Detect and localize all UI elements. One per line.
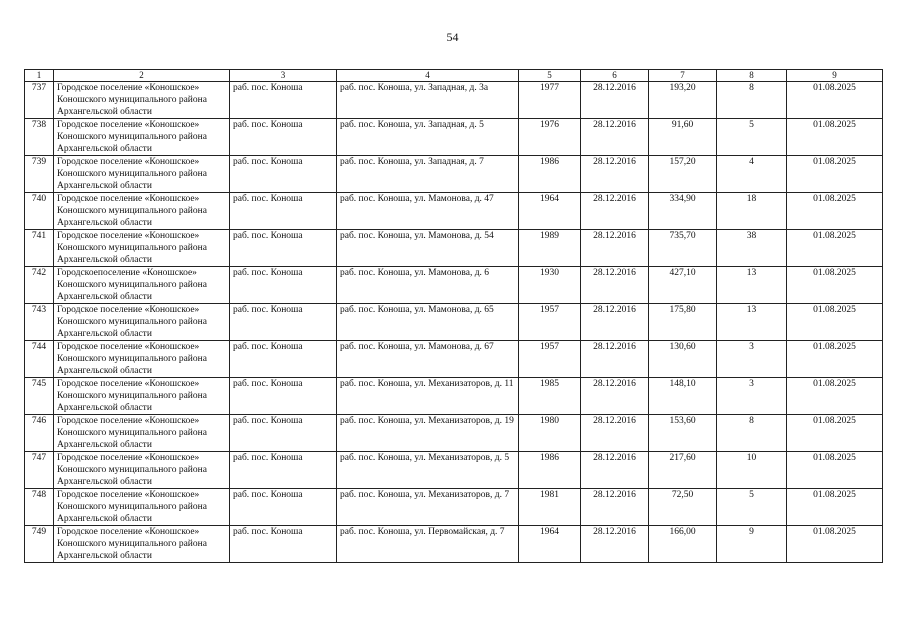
area-cell: 217,60 — [649, 452, 717, 489]
year-built-cell: 1976 — [519, 119, 581, 156]
settlement-cell: раб. пос. Коноша — [230, 119, 337, 156]
table-row — [25, 378, 883, 415]
row-number-cell: 742 — [25, 267, 54, 304]
area-cell: 72,50 — [649, 489, 717, 526]
emergency-date-cell: 28.12.2016 — [581, 230, 649, 267]
emergency-date-cell: 28.12.2016 — [581, 119, 649, 156]
area-cell: 193,20 — [649, 82, 717, 119]
address-cell: раб. пос. Коноша, ул. Первомайская, д. 7 — [337, 526, 519, 563]
municipality-cell: Городское поселение «Коношское» Коношского муниципального района Архангельской области — [54, 304, 230, 341]
year-built-cell: 1985 — [519, 378, 581, 415]
table-row — [25, 304, 883, 341]
area-cell: 334,90 — [649, 193, 717, 230]
settlement-cell: раб. пос. Коноша — [230, 489, 337, 526]
year-built-cell: 1981 — [519, 489, 581, 526]
resettlement-deadline-cell: 01.08.2025 — [787, 156, 883, 193]
column-header: 4 — [337, 70, 519, 82]
settlement-cell: раб. пос. Коноша — [230, 82, 337, 119]
row-number-cell: 739 — [25, 156, 54, 193]
table-row — [25, 193, 883, 230]
table-row — [25, 82, 883, 119]
municipality-cell: Городское поселение «Коношское» Коношского муниципального района Архангельской области — [54, 119, 230, 156]
emergency-date-cell: 28.12.2016 — [581, 304, 649, 341]
emergency-date-cell: 28.12.2016 — [581, 193, 649, 230]
address-cell: раб. пос. Коноша, ул. Механизаторов, д. 11 — [337, 378, 519, 415]
address-cell: раб. пос. Коноша, ул. Механизаторов, д. 19 — [337, 415, 519, 452]
residents-count-cell: 18 — [717, 193, 787, 230]
residents-count-cell: 3 — [717, 378, 787, 415]
resettlement-deadline-cell: 01.08.2025 — [787, 193, 883, 230]
emergency-date-cell: 28.12.2016 — [581, 452, 649, 489]
table-row — [25, 267, 883, 304]
row-number-cell: 741 — [25, 230, 54, 267]
column-header: 7 — [649, 70, 717, 82]
emergency-date-cell: 28.12.2016 — [581, 415, 649, 452]
year-built-cell: 1957 — [519, 304, 581, 341]
table-row — [25, 526, 883, 563]
municipality-cell: Городское поселение «Коношское» Коношского муниципального района Архангельской области — [54, 378, 230, 415]
address-cell: раб. пос. Коноша, ул. Механизаторов, д. 7 — [337, 489, 519, 526]
address-cell: раб. пос. Коноша, ул. Западная, д. 5 — [337, 119, 519, 156]
residents-count-cell: 38 — [717, 230, 787, 267]
settlement-cell: раб. пос. Коноша — [230, 526, 337, 563]
settlement-cell: раб. пос. Коноша — [230, 341, 337, 378]
area-cell: 148,10 — [649, 378, 717, 415]
emergency-date-cell: 28.12.2016 — [581, 82, 649, 119]
settlement-cell: раб. пос. Коноша — [230, 378, 337, 415]
table-row — [25, 156, 883, 193]
year-built-cell: 1957 — [519, 341, 581, 378]
row-number-cell: 737 — [25, 82, 54, 119]
residents-count-cell: 13 — [717, 267, 787, 304]
area-cell: 130,60 — [649, 341, 717, 378]
residents-count-cell: 8 — [717, 82, 787, 119]
page-number: 54 — [446, 30, 459, 44]
area-cell: 157,20 — [649, 156, 717, 193]
resettlement-deadline-cell: 01.08.2025 — [787, 341, 883, 378]
column-number-row — [25, 70, 883, 82]
year-built-cell: 1964 — [519, 526, 581, 563]
settlement-cell: раб. пос. Коноша — [230, 452, 337, 489]
table-row — [25, 230, 883, 267]
area-cell: 735,70 — [649, 230, 717, 267]
housing-registry-table — [24, 69, 883, 563]
emergency-date-cell: 28.12.2016 — [581, 267, 649, 304]
year-built-cell: 1986 — [519, 452, 581, 489]
area-cell: 175,80 — [649, 304, 717, 341]
settlement-cell: раб. пос. Коноша — [230, 230, 337, 267]
municipality-cell: Городское поселение «Коношское» Коношского муниципального района Архангельской области — [54, 193, 230, 230]
area-cell: 166,00 — [649, 526, 717, 563]
settlement-cell: раб. пос. Коноша — [230, 156, 337, 193]
residents-count-cell: 13 — [717, 304, 787, 341]
row-number-cell: 744 — [25, 341, 54, 378]
row-number-cell: 747 — [25, 452, 54, 489]
column-header: 9 — [787, 70, 883, 82]
resettlement-deadline-cell: 01.08.2025 — [787, 452, 883, 489]
municipality-cell: Городское поселение «Коношское» Коношского муниципального района Архангельской области — [54, 82, 230, 119]
area-cell: 91,60 — [649, 119, 717, 156]
year-built-cell: 1977 — [519, 82, 581, 119]
emergency-date-cell: 28.12.2016 — [581, 378, 649, 415]
column-header: 6 — [581, 70, 649, 82]
year-built-cell: 1964 — [519, 193, 581, 230]
resettlement-deadline-cell: 01.08.2025 — [787, 378, 883, 415]
resettlement-deadline-cell: 01.08.2025 — [787, 415, 883, 452]
emergency-date-cell: 28.12.2016 — [581, 526, 649, 563]
residents-count-cell: 5 — [717, 119, 787, 156]
area-cell: 153,60 — [649, 415, 717, 452]
municipality-cell: Городское поселение «Коношское» Коношского муниципального района Архангельской области — [54, 156, 230, 193]
row-number-cell: 738 — [25, 119, 54, 156]
address-cell: раб. пос. Коноша, ул. Мамонова, д. 54 — [337, 230, 519, 267]
address-cell: раб. пос. Коноша, ул. Механизаторов, д. 5 — [337, 452, 519, 489]
residents-count-cell: 10 — [717, 452, 787, 489]
settlement-cell: раб. пос. Коноша — [230, 304, 337, 341]
residents-count-cell: 3 — [717, 341, 787, 378]
address-cell: раб. пос. Коноша, ул. Мамонова, д. 65 — [337, 304, 519, 341]
row-number-cell: 745 — [25, 378, 54, 415]
resettlement-deadline-cell: 01.08.2025 — [787, 267, 883, 304]
year-built-cell: 1986 — [519, 156, 581, 193]
address-cell: раб. пос. Коноша, ул. Западная, д. 3а — [337, 82, 519, 119]
municipality-cell: Городское поселение «Коношское» Коношского муниципального района Архангельской области — [54, 452, 230, 489]
residents-count-cell: 8 — [717, 415, 787, 452]
column-header: 5 — [519, 70, 581, 82]
resettlement-deadline-cell: 01.08.2025 — [787, 489, 883, 526]
emergency-date-cell: 28.12.2016 — [581, 156, 649, 193]
row-number-cell: 743 — [25, 304, 54, 341]
residents-count-cell: 5 — [717, 489, 787, 526]
address-cell: раб. пос. Коноша, ул. Мамонова, д. 47 — [337, 193, 519, 230]
row-number-cell: 746 — [25, 415, 54, 452]
municipality-cell: Городское поселение «Коношское» Коношского муниципального района Архангельской области — [54, 415, 230, 452]
municipality-cell: Городскоепоселение «Коношское» Коношского муниципального района Архангельской области — [54, 267, 230, 304]
column-header: 1 — [25, 70, 54, 82]
residents-count-cell: 4 — [717, 156, 787, 193]
area-cell: 427,10 — [649, 267, 717, 304]
resettlement-deadline-cell: 01.08.2025 — [787, 119, 883, 156]
row-number-cell: 749 — [25, 526, 54, 563]
municipality-cell: Городское поселение «Коношское» Коношского муниципального района Архангельской области — [54, 489, 230, 526]
column-header: 3 — [230, 70, 337, 82]
emergency-date-cell: 28.12.2016 — [581, 341, 649, 378]
settlement-cell: раб. пос. Коноша — [230, 267, 337, 304]
table-body — [25, 82, 883, 563]
table-row — [25, 489, 883, 526]
resettlement-deadline-cell: 01.08.2025 — [787, 82, 883, 119]
column-header: 2 — [54, 70, 230, 82]
row-number-cell: 740 — [25, 193, 54, 230]
resettlement-deadline-cell: 01.08.2025 — [787, 230, 883, 267]
row-number-cell: 748 — [25, 489, 54, 526]
column-header: 8 — [717, 70, 787, 82]
address-cell: раб. пос. Коноша, ул. Мамонова, д. 6 — [337, 267, 519, 304]
address-cell: раб. пос. Коноша, ул. Мамонова, д. 67 — [337, 341, 519, 378]
emergency-date-cell: 28.12.2016 — [581, 489, 649, 526]
residents-count-cell: 9 — [717, 526, 787, 563]
year-built-cell: 1930 — [519, 267, 581, 304]
resettlement-deadline-cell: 01.08.2025 — [787, 304, 883, 341]
year-built-cell: 1980 — [519, 415, 581, 452]
settlement-cell: раб. пос. Коноша — [230, 415, 337, 452]
address-cell: раб. пос. Коноша, ул. Западная, д. 7 — [337, 156, 519, 193]
table-row — [25, 119, 883, 156]
year-built-cell: 1989 — [519, 230, 581, 267]
resettlement-deadline-cell: 01.08.2025 — [787, 526, 883, 563]
table-row — [25, 341, 883, 378]
municipality-cell: Городское поселение «Коношское» Коношского муниципального района Архангельской области — [54, 526, 230, 563]
municipality-cell: Городское поселение «Коношское» Коношского муниципального района Архангельской области — [54, 230, 230, 267]
settlement-cell: раб. пос. Коноша — [230, 193, 337, 230]
table-row — [25, 415, 883, 452]
table-row — [25, 452, 883, 489]
municipality-cell: Городское поселение «Коношское» Коношского муниципального района Архангельской области — [54, 341, 230, 378]
